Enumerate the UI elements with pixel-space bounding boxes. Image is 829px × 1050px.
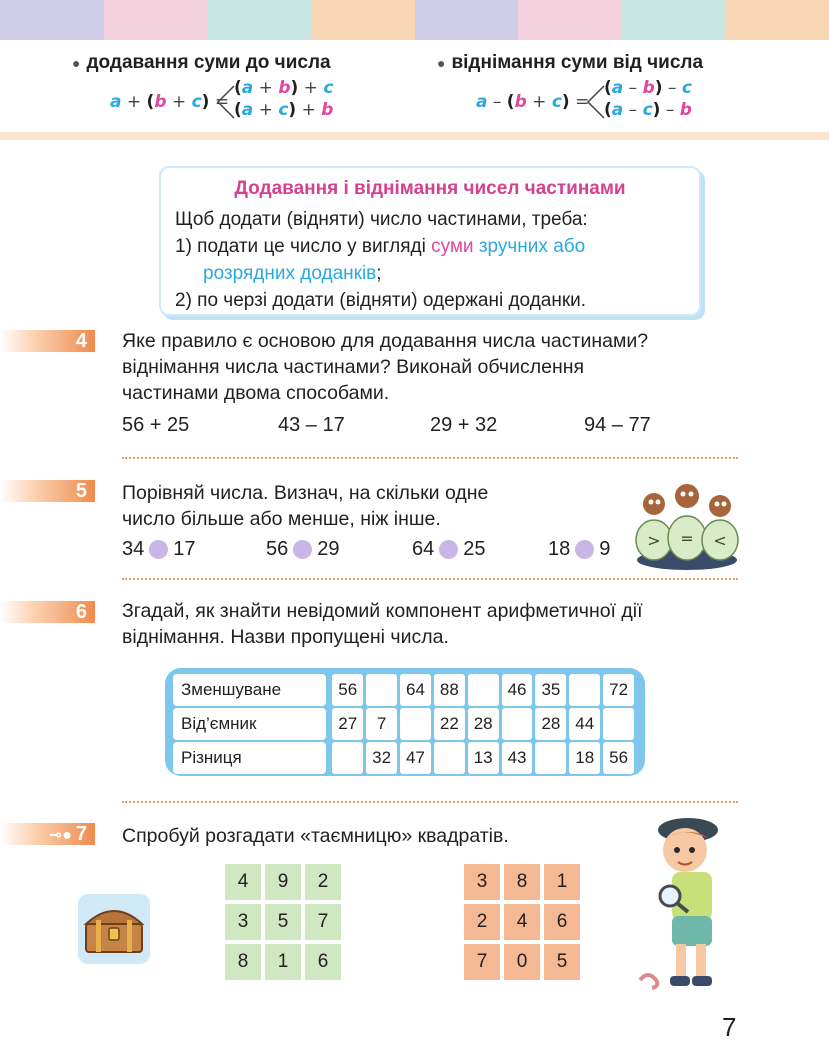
table-cell: 22	[434, 708, 465, 740]
task-4-line: частинами двома способами.	[122, 382, 390, 404]
expression: 43 – 17	[278, 414, 345, 436]
term-convenient: зручних	[478, 236, 548, 257]
stripe-segment	[207, 0, 311, 40]
expression: 29 + 32	[430, 414, 498, 436]
grid-cell: 4	[225, 864, 261, 900]
task-6-text	[122, 598, 643, 650]
grid-cell: 6	[305, 944, 341, 980]
expression: 94 – 77	[584, 414, 651, 436]
rule-title-add-text: додавання суми до числа	[86, 52, 331, 73]
rule-box-title: Додавання і віднімання чисел частинами	[234, 178, 626, 199]
grid-cell: 3	[464, 864, 500, 900]
bullet-icon: ●	[437, 55, 446, 71]
task-number-4: 4	[0, 330, 95, 352]
branch-arrow-icon	[214, 82, 236, 122]
table-cell: 64	[400, 674, 431, 706]
rule-box-line-3-end: ;	[376, 263, 382, 284]
stripe-segment	[622, 0, 726, 40]
compare-sign-slot[interactable]	[293, 540, 312, 559]
compare-sign-slot[interactable]	[575, 540, 594, 559]
task-number-7	[0, 823, 95, 845]
rule-title-subtract	[437, 52, 703, 74]
comparison-right: 29	[317, 538, 340, 560]
task-4-line: віднімання числа частинами? Виконай обчислення	[122, 356, 585, 378]
comparison	[548, 538, 610, 561]
dotted-divider	[122, 578, 738, 580]
rule-box-line-4: 2) по черзі додати (відняти) одержані доданки.	[175, 290, 587, 311]
grid-cell: 8	[225, 944, 261, 980]
comparison-left: 18	[548, 538, 571, 560]
magic-square-2	[464, 864, 580, 980]
formula-add-result-2: (a + c) + b	[234, 100, 334, 120]
term-or: або	[553, 236, 586, 257]
dotted-divider	[122, 801, 738, 803]
formula-subtract-sum: a – (b + c) =	[476, 92, 590, 112]
comparison-left: 34	[122, 538, 145, 560]
comparison-right: 25	[463, 538, 486, 560]
table-cell: 7	[366, 708, 397, 740]
treasure-chest-icon	[76, 890, 152, 966]
table-cell-blank[interactable]	[569, 674, 600, 706]
top-color-stripe	[0, 0, 829, 40]
task-5-text	[122, 480, 488, 532]
grid-cell: 1	[265, 944, 301, 980]
comparison-right: 17	[173, 538, 196, 560]
svg-text:<: <	[713, 531, 727, 550]
term-sum: суми	[431, 236, 474, 257]
row-label: Різниця	[173, 742, 326, 774]
grid-cell: 5	[544, 944, 580, 980]
task-5-line: Порівняй числа. Визнач, на скільки одне	[122, 482, 489, 504]
svg-text:>: >	[647, 531, 661, 550]
table-cell-blank[interactable]	[603, 708, 634, 740]
grid-cell: 9	[265, 864, 301, 900]
table-cell: 28	[535, 708, 566, 740]
task-number-6: 6	[0, 601, 95, 623]
table-cell: 56	[603, 742, 634, 774]
boy-with-magnifier-illustration	[630, 810, 750, 995]
grid-cell: 5	[265, 904, 301, 940]
comparison-left: 56	[266, 538, 289, 560]
table-row-difference	[173, 742, 637, 774]
table-cell-blank[interactable]	[502, 708, 533, 740]
bullet-icon: ●	[72, 55, 81, 71]
subtraction-table	[165, 668, 645, 776]
table-cell: 32	[366, 742, 397, 774]
task-4-text	[122, 328, 648, 406]
table-cell-blank[interactable]	[366, 674, 397, 706]
hatchlings-compare-illustration	[632, 482, 742, 572]
stripe-segment	[725, 0, 829, 40]
table-cell: 56	[332, 674, 363, 706]
comparison-left: 64	[412, 538, 435, 560]
term-place-value-addends: розрядних доданків	[203, 263, 377, 284]
table-cell-blank[interactable]	[400, 708, 431, 740]
comparison	[412, 538, 486, 561]
grid-cell: 7	[464, 944, 500, 980]
table-cell: 47	[400, 742, 431, 774]
table-cell: 18	[569, 742, 600, 774]
stripe-segment	[518, 0, 622, 40]
task-7-text: Спробуй розгадати «таємницю» квадратів.	[122, 825, 509, 847]
stripe-segment	[0, 0, 104, 40]
compare-sign-slot[interactable]	[149, 540, 168, 559]
table-cell: 46	[502, 674, 533, 706]
task-4-line: Яке правило є основою для додавання числа частинами?	[122, 330, 649, 352]
table-cell-blank[interactable]	[468, 674, 499, 706]
grid-cell: 3	[225, 904, 261, 940]
rule-box-line-2-start: 1) подати це число у вигляді	[175, 236, 432, 257]
table-cell: 88	[434, 674, 465, 706]
rule-title-add	[72, 52, 331, 74]
comparison	[266, 538, 340, 561]
expression: 56 + 25	[122, 414, 190, 436]
table-row-subtrahend	[173, 708, 637, 740]
grid-cell: 2	[305, 864, 341, 900]
branch-arrow-icon	[584, 82, 606, 122]
rule-box-line-3	[175, 260, 685, 287]
rule-box-line-2	[175, 233, 685, 260]
comparison	[122, 538, 196, 561]
grid-cell: 4	[504, 904, 540, 940]
comparison-right: 9	[599, 538, 611, 560]
stripe-segment	[104, 0, 208, 40]
rule-box-line-1: Щоб додати (відняти) число частинами, треба:	[175, 209, 588, 230]
table-cell-blank[interactable]	[535, 742, 566, 774]
stripe-segment	[415, 0, 519, 40]
table-cell: 43	[502, 742, 533, 774]
table-cell: 35	[535, 674, 566, 706]
row-label: Від’ємник	[173, 708, 326, 740]
band-divider	[0, 132, 829, 140]
table-cell: 28	[468, 708, 499, 740]
dotted-divider	[122, 457, 738, 459]
table-cell: 72	[603, 674, 634, 706]
task-6-line: Згадай, як знайти невідомий компонент арифметичної дії	[122, 600, 643, 622]
table-cell-blank[interactable]	[332, 742, 363, 774]
table-cell: 44	[569, 708, 600, 740]
table-row-minuend	[173, 674, 637, 706]
task-6-line: віднімання. Назви пропущені числа.	[122, 626, 449, 648]
grid-cell: 8	[504, 864, 540, 900]
task-7-number-text: 7	[75, 823, 87, 845]
compare-sign-slot[interactable]	[439, 540, 458, 559]
formula-subtract-result-1: (a – b) – c	[604, 78, 692, 98]
key-icon: ⊸●	[48, 827, 72, 844]
grid-cell: 6	[544, 904, 580, 940]
magic-square-1	[225, 864, 341, 980]
formula-add-result-1: (a + b) + c	[234, 78, 334, 98]
table-cell: 13	[468, 742, 499, 774]
row-label: Зменшуване	[173, 674, 326, 706]
grid-cell: 1	[544, 864, 580, 900]
rule-box	[159, 166, 701, 316]
rule-title-subtract-text: віднімання суми від числа	[451, 52, 704, 73]
stripe-segment	[311, 0, 415, 40]
page-number: 7	[722, 1012, 737, 1042]
grid-cell: 0	[504, 944, 540, 980]
task-5-line: число більше або менше, ніж інше.	[122, 508, 441, 530]
formula-subtract-result-2: (a – c) – b	[604, 100, 692, 120]
table-cell: 27	[332, 708, 363, 740]
grid-cell: 7	[305, 904, 341, 940]
grid-cell: 2	[464, 904, 500, 940]
table-cell-blank[interactable]	[434, 742, 465, 774]
formula-add-sum: a + (b + c) =	[110, 92, 230, 112]
task-number-5: 5	[0, 480, 95, 502]
svg-text:=: =	[680, 529, 694, 548]
